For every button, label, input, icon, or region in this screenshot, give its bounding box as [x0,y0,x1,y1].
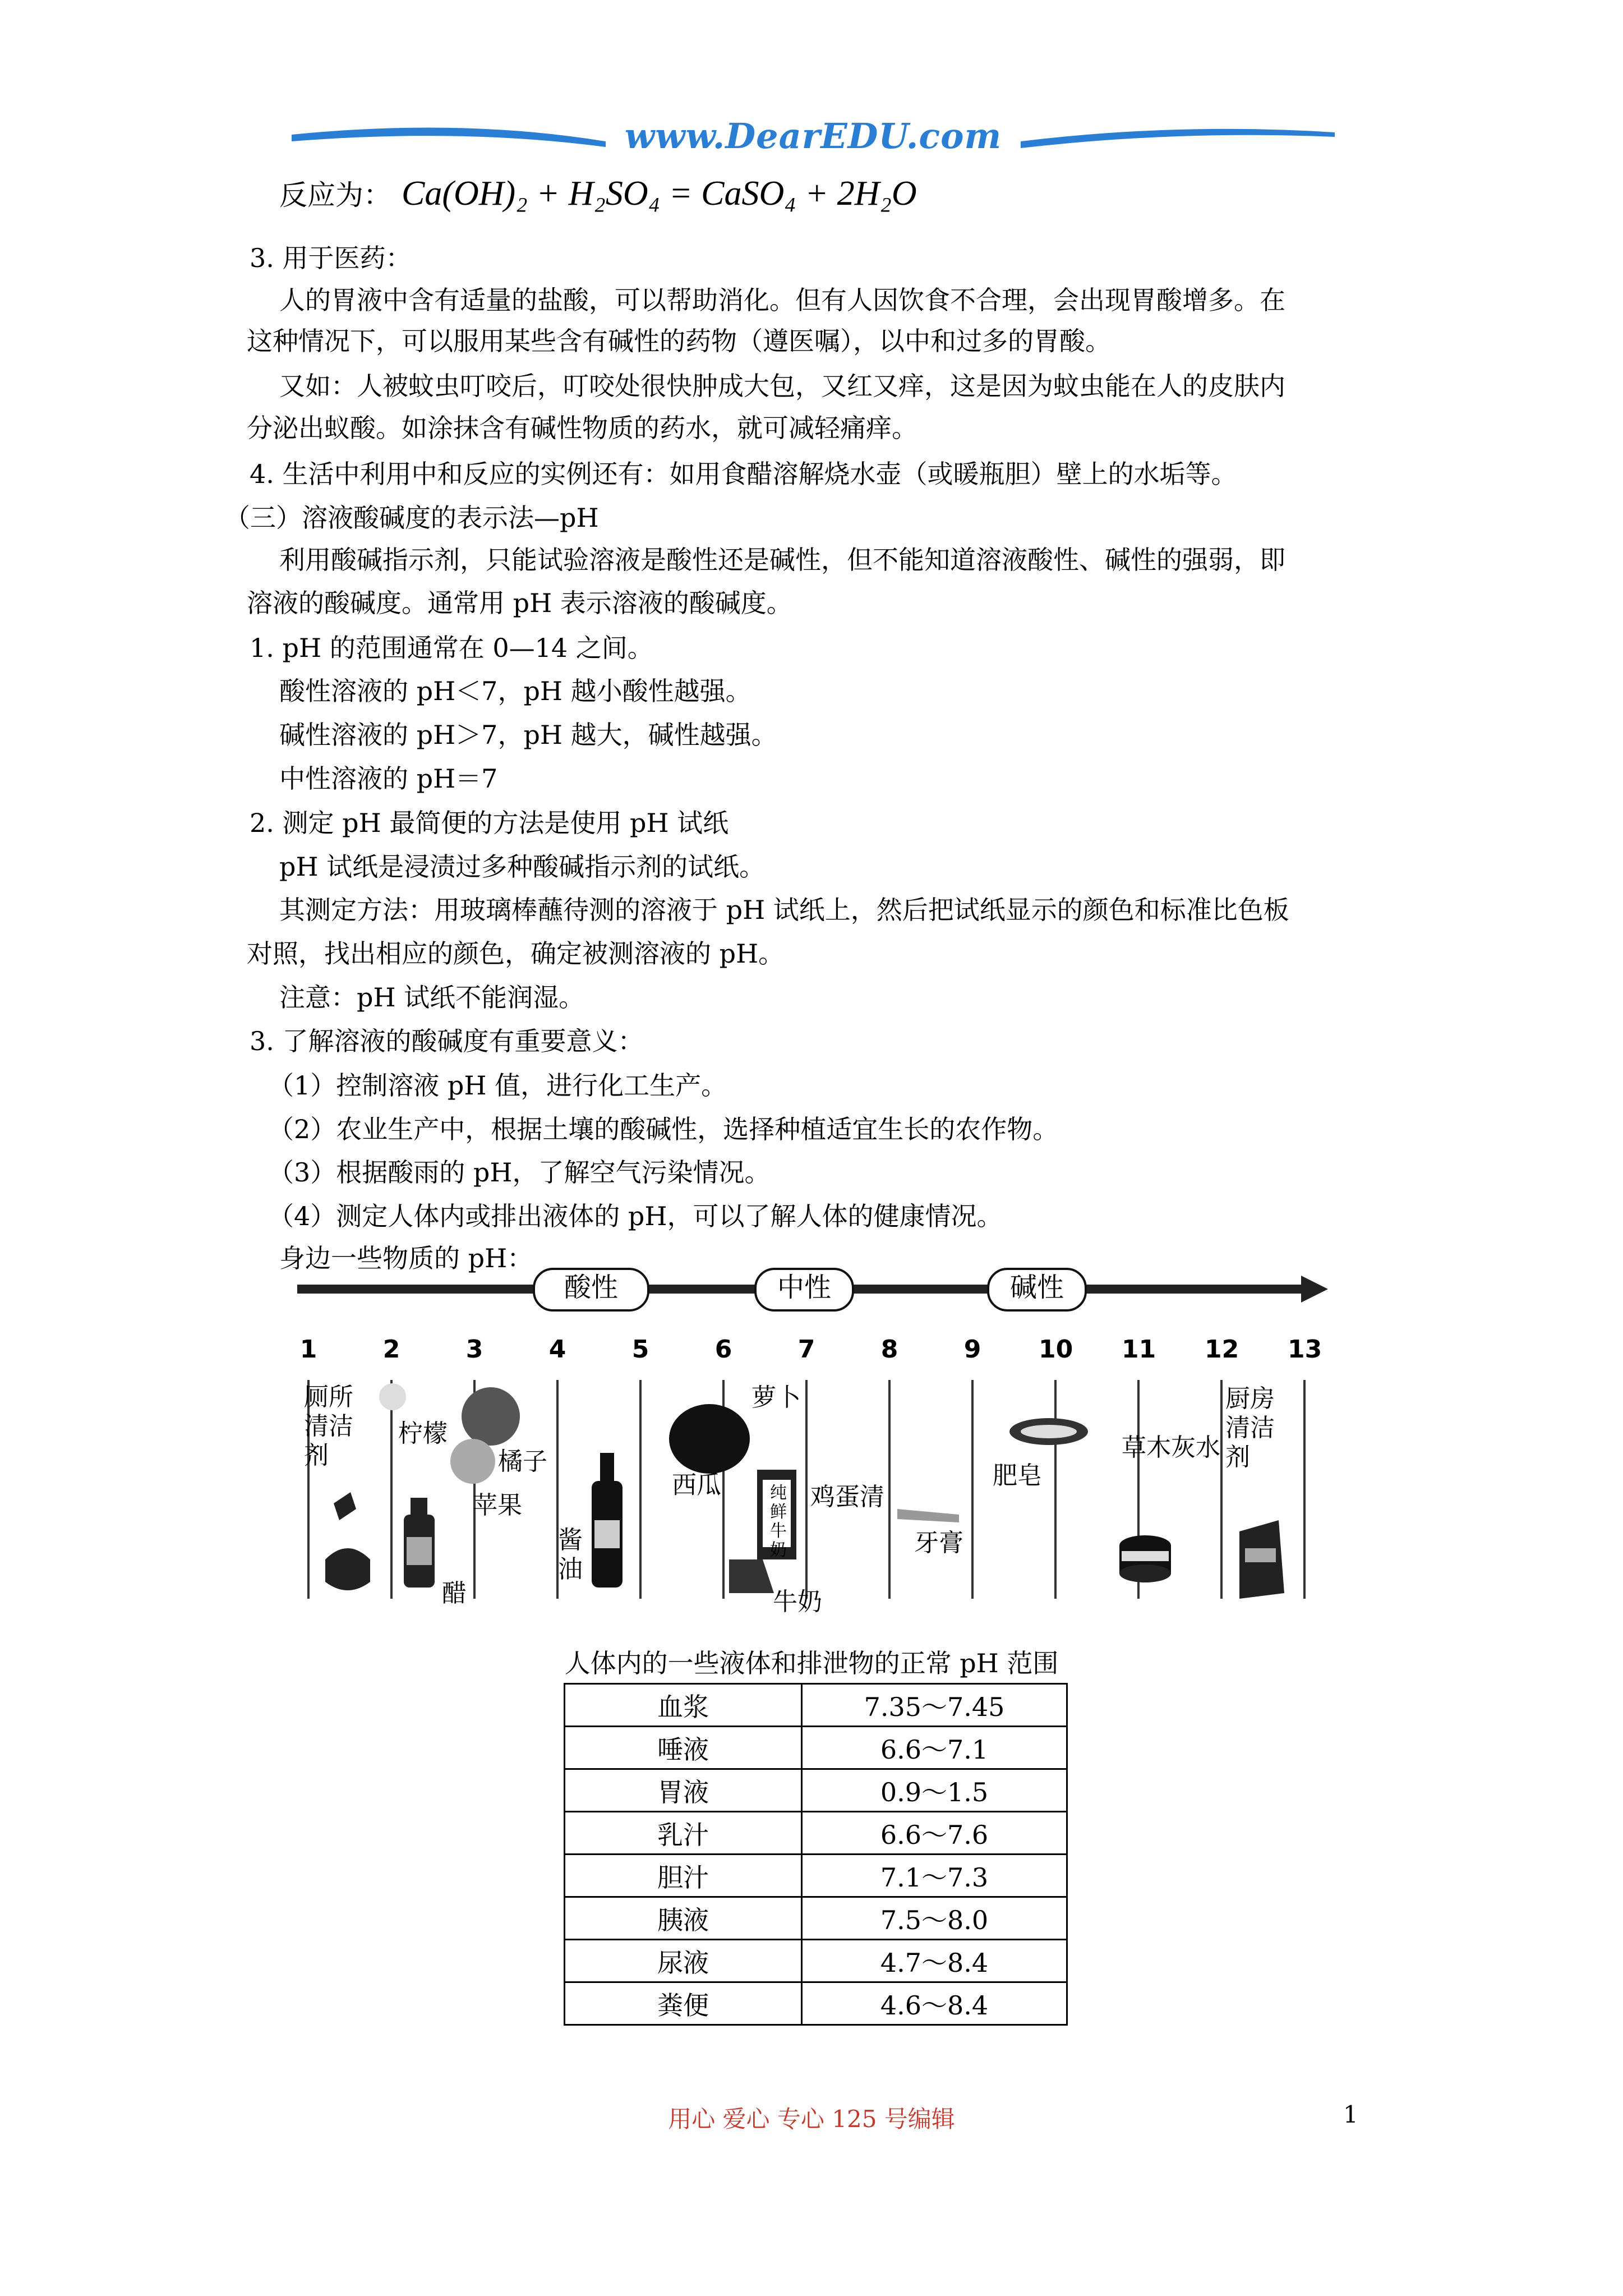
table-row [565,1940,1067,1982]
equation-text: Ca(OH)₂ + H₂SO₄ = CaSO₄ + 2H₂O [402,174,917,213]
site-banner [292,112,1335,163]
fluid-name: 尿液 [565,1940,802,1982]
scale-number: 11 [1122,1335,1156,1364]
item-lemon: 柠檬 [398,1419,448,1448]
scale-number: 4 [548,1335,566,1364]
fluid-name: 乳汁 [565,1812,802,1855]
list-item: 2. 测定 pH 最简便的方法是使用 pH 试纸 [250,808,729,838]
soap-icon [1009,1418,1088,1445]
page-number: 1 [1343,2101,1358,2128]
site-url[interactable]: www.DearEDU.com [624,116,1002,157]
paragraph-text: 分泌出蚁酸。如涂抹含有碱性物质的药水，就可减轻痛痒。 [247,413,917,443]
item-watermelon: 西瓜 [672,1471,721,1499]
section-medicine-title: 3. 用于医药： [250,243,412,273]
ph-scale-figure [292,1268,1335,1616]
table-row [565,1812,1067,1855]
kitchen-cleaner-bottle-icon [1239,1520,1284,1599]
base-label: 碱性 [987,1268,1087,1312]
scale-number: 6 [714,1335,732,1364]
scale-number: 3 [465,1335,483,1364]
soy-sauce-bottle-icon [592,1453,623,1588]
ph-range: 7.1～7.3 [802,1855,1067,1897]
item-vinegar: 醋 [442,1579,467,1608]
lemon-icon [379,1383,406,1410]
figure-intro: 身边一些物质的 pH： [279,1243,533,1273]
scale-number: 12 [1205,1335,1239,1364]
list-item: （1）控制溶液 pH 值，进行化工生产。 [268,1070,727,1101]
scale-number: 8 [880,1335,898,1364]
item-toilet-cleaner: 厕所清洁剂 [304,1383,353,1470]
item-ash-water: 草木灰水 [1122,1433,1220,1462]
note-text: 注意：pH 试纸不能润湿。 [279,982,585,1013]
table-caption: 人体内的一些液体和排泄物的正常 pH 范围 [564,1648,1059,1678]
paragraph-text: 其测定方法：用玻璃棒蘸待测的溶液于 pH 试纸上，然后把试纸显示的颜色和标准比色板 [279,895,1289,925]
table-row [565,1897,1067,1940]
scale-number: 2 [382,1335,400,1364]
list-item: （3）根据酸雨的 pH，了解空气污染情况。 [268,1157,771,1188]
list-item: 中性溶液的 pH＝7 [279,763,498,794]
paragraph-text: 利用酸碱指示剂，只能试验溶液是酸性还是碱性，但不能知道溶液酸性、碱性的强弱，即 [279,545,1285,575]
item-radish: 萝卜 [751,1383,801,1412]
fluid-name: 唾液 [565,1727,802,1769]
fluid-name: 胰液 [565,1897,802,1940]
ph-range: 0.9～1.5 [802,1769,1067,1812]
table-row [565,1855,1067,1897]
neutral-label: 中性 [754,1268,854,1312]
item-milk: 牛奶 [773,1588,822,1616]
table-row [565,1684,1067,1727]
apple-icon [450,1439,495,1484]
scale-number: 13 [1288,1335,1322,1364]
ph-range: 6.6～7.1 [802,1727,1067,1769]
scale-number: 1 [299,1335,317,1364]
table-row [565,1769,1067,1812]
item-soy-sauce: 酱油 [558,1526,583,1584]
toilet-cleaner-bottle-icon [325,1492,370,1590]
ph-range: 6.6～7.6 [802,1812,1067,1855]
fluid-name: 胃液 [565,1769,802,1812]
item-toothpaste: 牙膏 [914,1529,963,1557]
watermelon-icon [669,1404,750,1474]
vinegar-bottle-icon [404,1498,435,1588]
paragraph-text: 人的胃液中含有适量的盐酸，可以帮助消化。但有人因饮食不合理，会出现胃酸增多。在 [279,285,1285,315]
paragraph-text: 这种情况下，可以服用某些含有碱性的药物（遵医嘱），以中和过多的胃酸。 [247,326,1111,356]
toothpaste-icon [897,1509,959,1522]
item-egg-white: 鸡蛋清 [810,1483,884,1511]
scale-number: 9 [963,1335,981,1364]
orange-icon [462,1387,520,1446]
paragraph-text: 4. 生活中利用中和反应的实例还有：如用食醋溶解烧水壶（或暖瓶胆）壁上的水垢等。 [250,459,1237,489]
list-item: （2）农业生产中，根据土壤的酸碱性，选择种植适宜生长的农作物。 [268,1114,1059,1144]
list-item: 3. 了解溶液的酸碱度有重要意义： [250,1026,644,1056]
footer-text: 用心 爱心 专心 125 号编辑 [668,2105,955,2133]
item-kitchen-cleaner: 厨房清洁剂 [1225,1384,1275,1471]
paragraph-text: 又如：人被蚊虫叮咬后，叮咬处很快肿成大包，又红又痒，这是因为蚊虫能在人的皮肤内 [279,371,1285,401]
item-orange: 橘子 [498,1447,547,1476]
reaction-equation [279,171,917,218]
table-row [565,1982,1067,2025]
ph-range: 7.5～8.0 [802,1897,1067,1940]
fluid-name: 胆汁 [565,1855,802,1897]
paragraph-text: 溶液的酸碱度。通常用 pH 表示溶液的酸碱度。 [247,588,792,618]
scale-number: 5 [631,1335,649,1364]
scale-number: 7 [797,1335,815,1364]
item-soap: 肥皂 [993,1461,1042,1490]
fluid-name: 粪便 [565,1982,802,2025]
acid-label: 酸性 [533,1268,649,1312]
ph-range: 4.7～8.4 [802,1940,1067,1982]
list-item: （4）测定人体内或排出液体的 pH，可以了解人体的健康情况。 [268,1201,1003,1231]
reaction-prefix: 反应为： [279,179,391,211]
list-item: 酸性溶液的 pH＜7，pH 越小酸性越强。 [279,676,751,706]
scale-number: 10 [1039,1335,1073,1364]
ash-water-container-icon [1119,1535,1171,1582]
list-item: 碱性溶液的 pH＞7，pH 越大，碱性越强。 [279,720,777,750]
item-apple: 苹果 [473,1491,522,1520]
ph-range: 4.6～8.4 [802,1982,1067,2025]
list-item: 1. pH 的范围通常在 0—14 之间。 [250,633,653,663]
item-pure-milk: 纯鲜牛奶 [770,1483,787,1560]
ph-range-table [564,1683,1068,2026]
table-row [565,1727,1067,1769]
ph-range: 7.35～7.45 [802,1684,1067,1727]
paragraph-text: 对照，找出相应的颜色，确定被测溶液的 pH。 [247,938,785,969]
section-heading: （三）溶液酸碱度的表示法—pH [224,503,599,533]
fluid-name: 血浆 [565,1684,802,1727]
paragraph-text: pH 试纸是浸渍过多种酸碱指示剂的试纸。 [279,852,766,882]
